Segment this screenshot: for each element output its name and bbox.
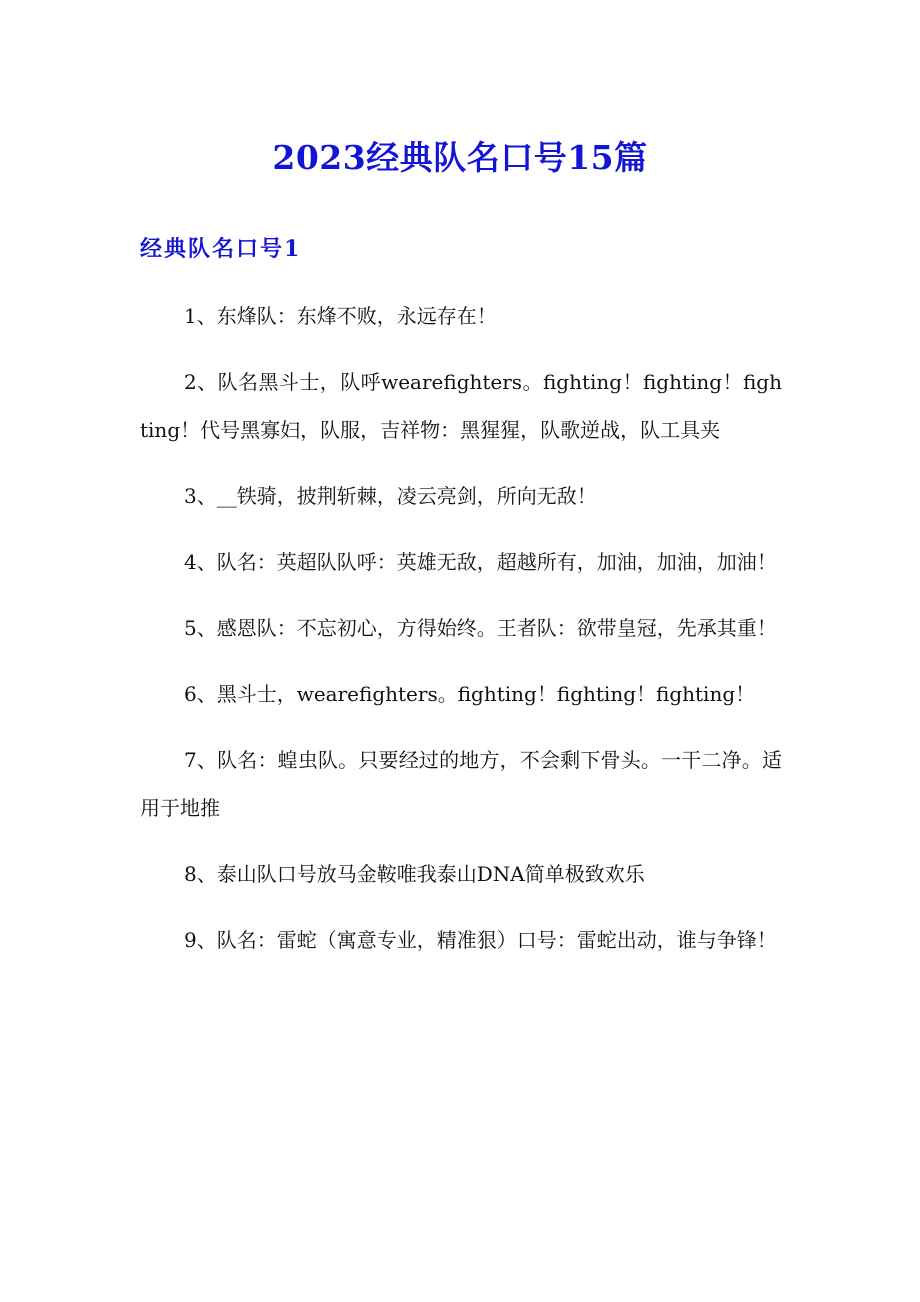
paragraph-2: 2、队名黑斗士，队呼wearefighters。fighting！fighting！fighting！代号黑寡妇，队服，吉祥物：黑猩猩，队歌逆战，队工具夹: [140, 370, 782, 442]
paragraph-4: 4、队名：英超队队呼：英雄无敌，超越所有，加油，加油，加油！: [184, 550, 777, 574]
paragraph-8: 8、泰山队口号放马金鞍唯我泰山DNA简单极致欢乐: [184, 862, 645, 886]
paragraph-7: 7、队名：蝗虫队。只要经过的地方，不会剩下骨头。一干二净。适用于地推: [140, 748, 782, 820]
paragraph-6: 6、黑斗士，wearefighters。fighting！fighting！fighting！: [184, 682, 756, 706]
paragraph-1: 1、东烽队：东烽不败，永远存在！: [184, 304, 497, 328]
paragraph-9: 9、队名：雷蛇（寓意专业，精准狠）口号：雷蛇出动，谁与争锋！: [184, 928, 777, 952]
paragraph-5: 5、感恩队：不忘初心，方得始终。王者队：欲带皇冠，先承其重！: [184, 616, 777, 640]
section-heading: 经典队名口号1: [140, 236, 302, 262]
document-title: 2023经典队名口号15篇: [272, 138, 648, 177]
paragraph-3: 3、__铁骑，披荆斩棘，凌云亮剑，所向无敌！: [184, 484, 597, 508]
document-body: [140, 292, 782, 982]
